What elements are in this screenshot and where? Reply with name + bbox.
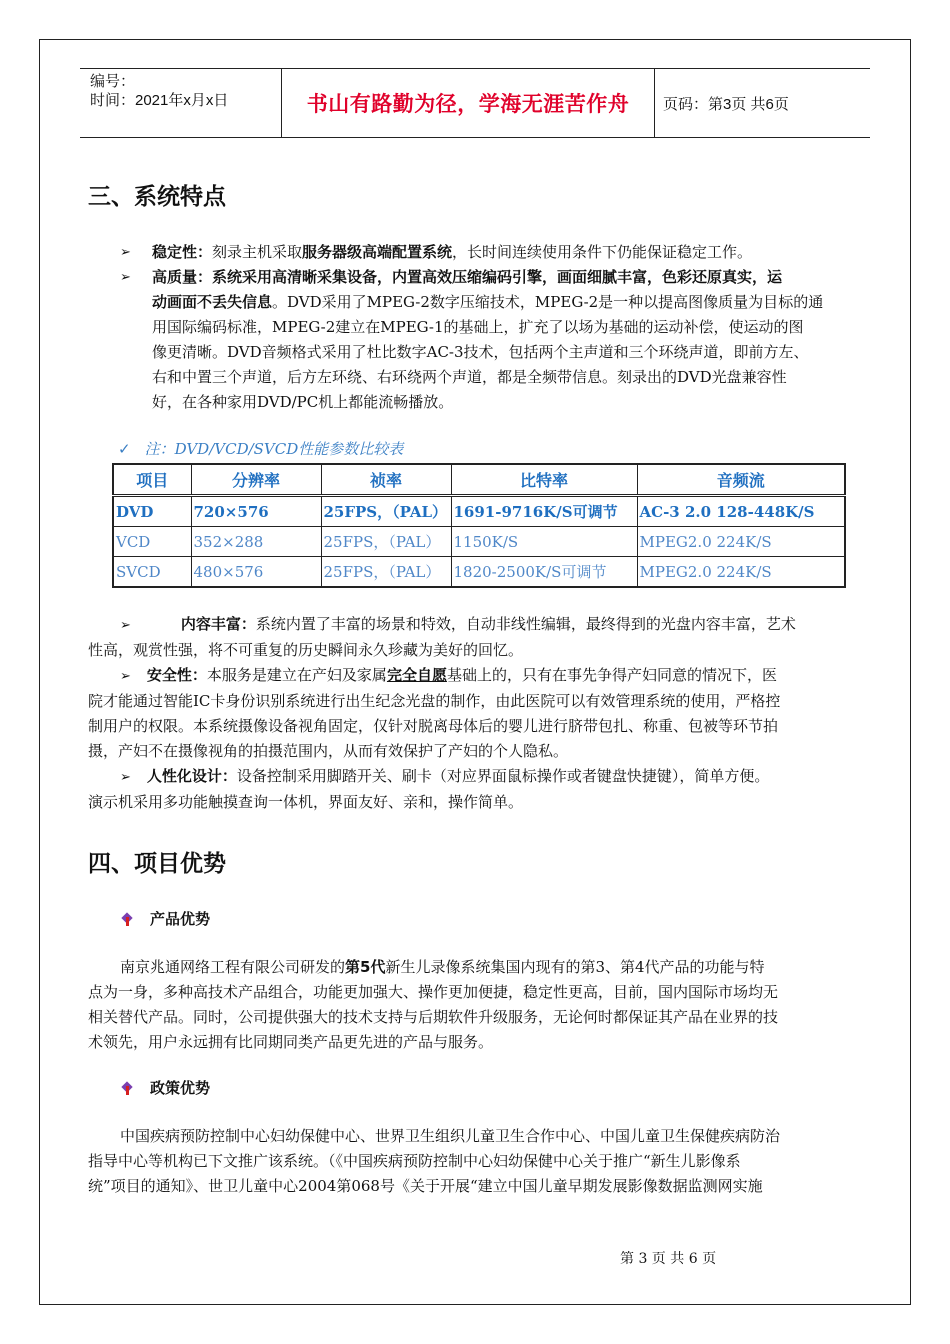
table-cell: 480×576: [191, 557, 321, 588]
product-advantage-paragraph: [88, 955, 863, 1055]
diamond-bullet-icon: [120, 1081, 134, 1095]
col-header: 分辨率: [191, 464, 321, 496]
table-cell: MPEG2.0 224K/S: [637, 527, 845, 557]
product-heading-text: 产品优势: [150, 910, 211, 928]
arrow-bullet-icon: ➢: [120, 770, 131, 785]
quality-bold-line1: 系统采用高清晰采集设备，内置高效压缩编码引擎，画面细腻丰富，色彩还原真实，运: [212, 268, 783, 286]
number-label: 编号：: [90, 73, 136, 90]
table-note-text: 注：DVD/VCD/SVCD性能参数比较表: [144, 440, 404, 458]
bullet-content: [88, 612, 863, 663]
table-cell: 720×576: [191, 496, 321, 527]
policy-advantage-paragraph: [88, 1124, 863, 1199]
date-label: 时间：2021年x月x日: [90, 92, 229, 109]
security-label: 安全性：: [146, 666, 207, 684]
table-row: [113, 527, 845, 557]
policy-line1: 中国疾病预防控制中心妇幼保健中心、世界卫生组织儿童卫生合作中心、中国儿童卫生保健疾病防治: [120, 1127, 781, 1145]
product-advantage-heading: [120, 908, 210, 929]
table-cell: 25FPS，（PAL）: [321, 527, 451, 557]
table-row: [113, 496, 845, 527]
arrow-bullet-icon: ➢: [120, 618, 131, 633]
content-label: 内容丰富：: [180, 615, 256, 633]
policy-line3: 统”项目的通知》、世卫儿童中心2004第068号《关于开展“建立中国儿童早期发展影像数据监测网实施: [88, 1177, 763, 1195]
quality-line3: 用国际编码标准，MPEG-2建立在MPEG-1的基础上，扩充了以场为基础的运动补偿，使运动的图: [152, 318, 804, 336]
page-footer: 第 3 页 共 6 页: [620, 1251, 717, 1267]
security-line2: 院才能通过智能IC卡身份识别系统进行出生纪念光盘的制作，由此医院可以有效管理系统的使用，严格控: [88, 692, 781, 710]
product-line2: 点为一身，多种高技术产品组合，功能更加强大、操作更加便捷，稳定性更高，目前，国内国际市场均无: [88, 983, 779, 1001]
quality-line4: 像更清晰。DVD音频格式采用了杜比数字AC-3技术，包括两个主声道和三个环绕声道，即前方左、: [152, 343, 809, 361]
table-cell: 1150K/S: [451, 527, 637, 557]
bullet-stability: [120, 240, 865, 265]
col-header: 比特率: [451, 464, 637, 496]
arrow-bullet-icon: ➢: [120, 270, 131, 285]
section-4-title: 四、项目优势: [88, 851, 226, 877]
security-underline: 完全自愿: [386, 666, 447, 684]
security-post: 基础上的，只有在事先争得产妇同意的情况下，医: [446, 666, 777, 684]
stability-text-pre: 刻录主机采取: [212, 243, 303, 261]
policy-heading-text: 政策优势: [150, 1079, 211, 1097]
section-3-title: 三、系统特点: [88, 184, 226, 210]
table-cell: DVD: [113, 496, 191, 527]
security-line3: 制用户的权限。本系统摄像设备视角固定，仅针对脱离母体后的婴儿进行脐带包扎、称重、包被等环节拍: [88, 717, 779, 735]
table-cell: AC-3 2.0 128-448K/S: [637, 496, 845, 527]
feature-list-bottom: [88, 612, 863, 815]
check-icon: ✓: [118, 440, 131, 458]
table-cell: 25FPS，（PAL）: [321, 557, 451, 588]
bullet-security: [88, 663, 863, 764]
table-cell: MPEG2.0 224K/S: [637, 557, 845, 588]
product-line3: 相关替代产品。同时，公司提供强大的技术支持与后期软件升级服务，无论何时都保证其产品在业界的技: [88, 1008, 779, 1026]
arrow-bullet-icon: ➢: [120, 669, 131, 684]
security-pre: 本服务是建立在产妇及家属: [206, 666, 387, 684]
stability-text-bold: 服务器级高端配置系统: [302, 243, 453, 261]
table-note: [118, 438, 403, 459]
policy-advantage-heading: [120, 1077, 210, 1098]
humane-line1: 设备控制采用脚踏开关、刷卡（对应界面鼠标操作或者键盘快捷键），简单方便。: [236, 767, 770, 785]
feature-list-top: [120, 240, 865, 415]
stability-text-post: ，长时间连续使用条件下仍能保证稳定工作。: [452, 243, 753, 261]
format-comparison-table: [112, 463, 846, 588]
product-bold: 第5代: [345, 958, 386, 976]
col-header: 祯率: [321, 464, 451, 496]
table-cell: 25FPS，（PAL）: [321, 496, 451, 527]
product-post: 新生儿录像系统集国内现有的第3、第4代产品的功能与特: [385, 958, 765, 976]
quality-line2: 。DVD采用了MPEG-2数字压缩技术，MPEG-2是一种以提高图像质量为目标的通: [272, 293, 824, 311]
header-page-label: 页码：第3页 共6页: [663, 95, 789, 113]
content-line2: 性高，观赏性强，将不可重复的历史瞬间永久珍藏为美好的回忆。: [88, 641, 524, 659]
quality-line5: 右和中置三个声道，后方左环绕、右环绕两个声道，都是全频带信息。刻录出的DVD光盘兼容性: [152, 368, 787, 386]
arrow-bullet-icon: ➢: [120, 245, 131, 260]
humane-line2: 演示机采用多功能触摸查询一体机，界面友好、亲和，操作简单。: [88, 793, 524, 811]
table-cell: 1820-2500K/S可调节: [451, 557, 637, 588]
product-pre: 南京兆通网络工程有限公司研发的: [120, 958, 346, 976]
content-line1: 系统内置了丰富的场景和特效，自动非线性编辑，最终得到的光盘内容丰富，艺术: [255, 615, 796, 633]
product-line4: 术领先，用户永远拥有比同期同类产品更先进的产品与服务。: [88, 1033, 494, 1051]
table-cell: 1691-9716K/S可调节: [451, 496, 637, 527]
table-cell: VCD: [113, 527, 191, 557]
humane-label: 人性化设计：: [146, 767, 237, 785]
page-header: [80, 68, 870, 138]
quality-label: 高质量：: [152, 268, 213, 286]
stability-label: 稳定性：: [152, 243, 213, 261]
bullet-humane: [88, 764, 863, 815]
security-line4: 摄，产妇不在摄像视角的拍摄范围内，从而有效保护了产妇的个人隐私。: [88, 742, 569, 760]
table-cell: SVCD: [113, 557, 191, 588]
col-header: 项目: [113, 464, 191, 496]
table-cell: 352×288: [191, 527, 321, 557]
quality-line6: 好，在各种家用DVD/PC机上都能流畅播放。: [152, 393, 454, 411]
policy-line2: 指导中心等机构已下文推广该系统。（《中国疾病预防控制中心妇幼保健中心关于推广“新生儿影像系: [88, 1152, 741, 1170]
quality-bold-line2: 动画面不丢失信息: [152, 293, 273, 311]
header-motto: 书山有路勤为径，学海无涯苦作舟: [282, 69, 655, 137]
bullet-quality: [120, 265, 865, 415]
header-meta: [80, 69, 282, 137]
diamond-bullet-icon: [120, 912, 134, 926]
table-header-row: [113, 464, 845, 496]
table-row: [113, 557, 845, 588]
col-header: 音频流: [637, 464, 845, 496]
